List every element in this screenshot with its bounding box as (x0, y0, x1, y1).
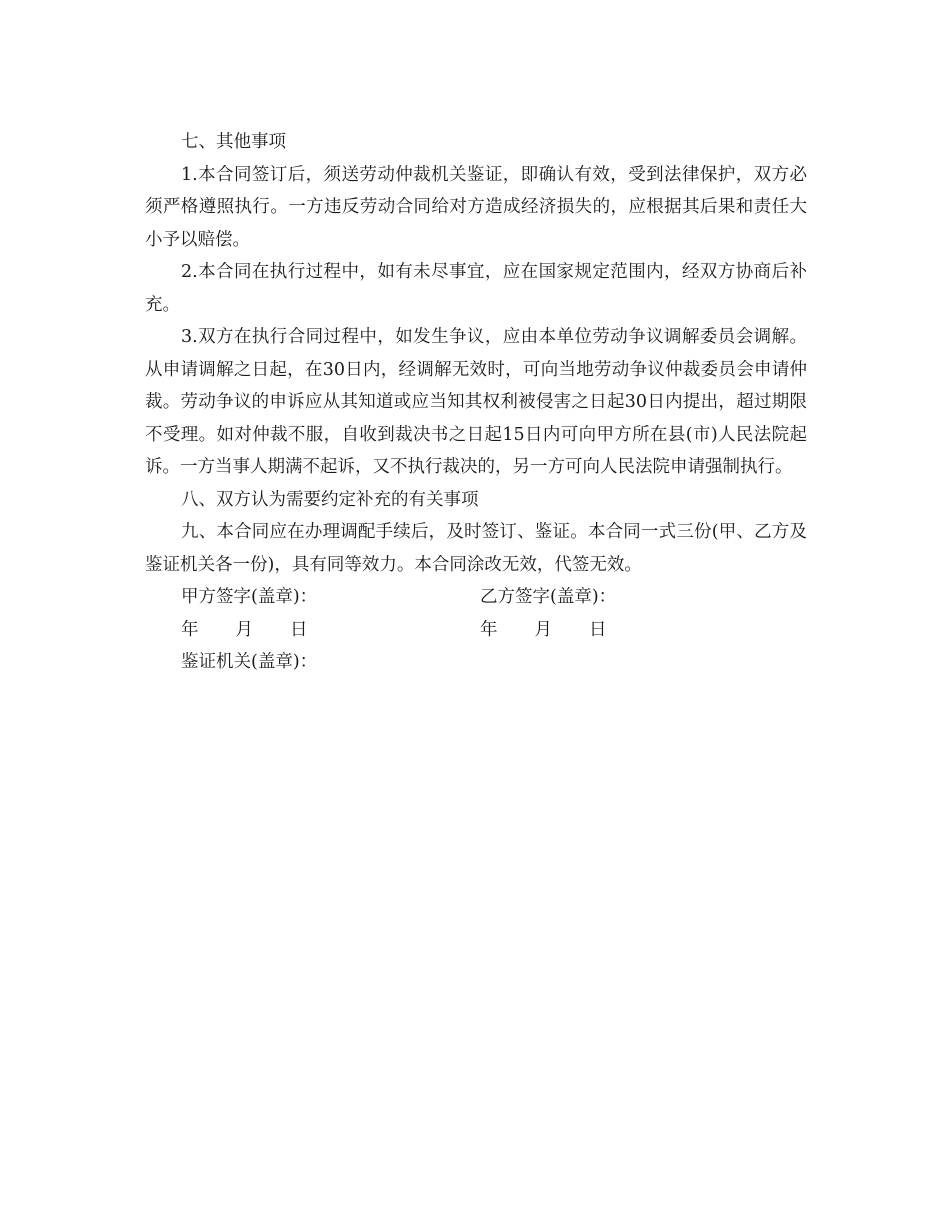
party-b-date-year: 年 (480, 619, 498, 640)
section-7-heading: 七、其他事项 (181, 132, 286, 152)
section-7-item-3: 3.双方在执行合同过程中，如发生争议，应由本单位劳动争议调解委员会调解。从申请调解之日起，在30日内，经调解无效时，可向当地劳动争议仲裁委员会申请仲裁。劳动争议的申诉应从其知道或应当知其权利被侵害之日起30日内提出，超过期限不受理。如对仲裁不服，自收到裁决书之日起15日内可向甲方所在县(市)人民法院起诉。一方当事人期满不起诉，又不执行裁决的，另一方可向人民法院申请强制执行。 (145, 327, 807, 477)
party-a-date-month: 月 (235, 619, 253, 640)
party-b-date-day: 日 (589, 619, 607, 640)
party-a-date-year: 年 (181, 619, 199, 640)
verifier-row (145, 646, 807, 679)
party-a-date-day: 日 (290, 619, 308, 640)
verifier-signature-label: 鉴证机关(盖章)： (181, 652, 318, 672)
party-a-signature-label: 甲方签字(盖章)： (181, 587, 318, 607)
party-b-date-month: 月 (534, 619, 552, 640)
party-b-date (480, 614, 807, 647)
party-a-date (181, 614, 480, 647)
section-8-heading: 八、双方认为需要约定补充的有关事项 (181, 489, 479, 510)
section-7-item-1: 1.本合同签订后，须送劳动仲裁机关鉴证，即确认有效，受到法律保护，双方必须严格遵照执行。一方违反劳动合同给对方造成经济损失的，应根据其后果和责任大小予以赔偿。 (145, 164, 807, 250)
party-b-signature-label: 乙方签字(盖章)： (480, 587, 617, 607)
date-row (145, 614, 807, 647)
section-9-text: 九、本合同应在办理调配手续后，及时签订、鉴证。本合同一式三份(甲、乙方及鉴证机关各一份)，具有同等效力。本合同涂改无效，代签无效。 (145, 522, 807, 575)
signature-row (145, 581, 807, 614)
document-body (145, 126, 807, 679)
section-7-item-2: 2.本合同在执行过程中，如有未尽事宜，应在国家规定范围内，经双方协商后补充。 (145, 262, 807, 315)
